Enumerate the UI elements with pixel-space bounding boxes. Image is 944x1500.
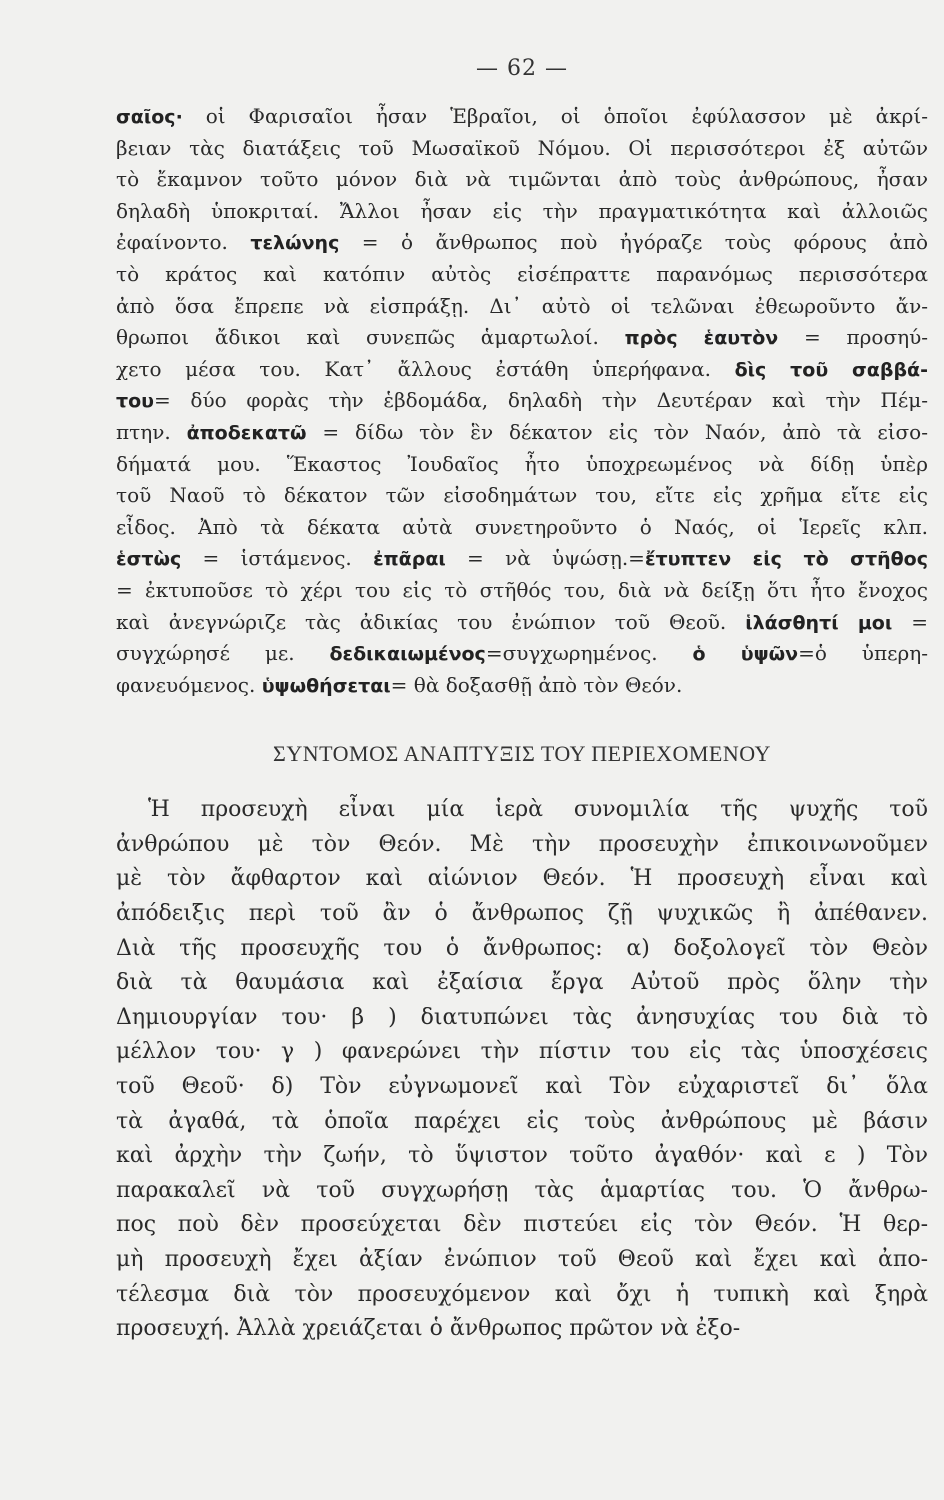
glossary-text: =συγχωρημένος. [485,641,693,666]
summary-line: τοῦ Θεοῦ· δ) Τὸν εὐγνωμονεῖ καὶ Τὸν εὐχαριστεῖ δι᾿ ὅλα [116,1074,928,1100]
glossary-term: ἐπᾶραι [373,548,446,571]
glossary-text: θρωποι ἄδικοι καὶ συνεπῶς ἁμαρτωλοί. [116,325,625,350]
glossary-term: ἔτυπτεν εἰς τὸ στῆθος [644,548,928,571]
glossary-line [116,259,928,291]
glossary-text: = προσηύ- [778,325,928,350]
summary-line: πος ποὺ δὲν προσεύχεται δὲν πιστεύει εἰς τὸν Θεόν. Ἡ θερ- [116,1212,928,1238]
glossary-line [116,196,928,228]
summary-line: τέλεσμα διὰ τὸν προσευχόμενον καὶ ὄχι ἡ τυπικὴ καὶ ξηρὰ [116,1281,928,1307]
summary-section [116,793,928,1347]
glossary-term: ὑψωθήσεται [261,674,391,697]
summary-line: μὴ προσευχὴ ἔχει ἀξίαν ἐνώπιον τοῦ Θεοῦ καὶ ἔχει καὶ ἀπο- [116,1247,928,1272]
glossary-line [116,227,928,259]
summary-line: προσευχή. Ἀλλὰ χρειάζεται ὁ ἄνθρωπος πρῶτον νὰ ἐξο- [116,1316,741,1342]
glossary-text: οἱ Φαρισαῖοι ἦσαν Ἑβραῖοι, οἱ ὁποῖοι ἐφύλασσον μὲ ἀκρί- [182,104,928,128]
glossary-text: = ὁ ἄνθρωπος ποὺ ἠγόραζε τοὺς φόρους ἀπὸ [339,230,928,255]
summary-line: μέλλον του· γ ) φανερώνει τὴν πίστιν του εἰς τὰς ὑποσχέσεις [116,1039,928,1065]
glossary-text: = δίδω τὸν ἓν δέκατον εἰς τὸν Ναόν, ἀπὸ τὰ εἰσο- [306,419,928,444]
glossary-section [116,101,928,701]
glossary-line [116,480,928,512]
summary-line: παρακαλεῖ νὰ τοῦ συγχωρήσῃ τὰς ἁμαρτίας του. Ὁ ἄνθρω- [116,1177,928,1203]
summary-line: Δημιουργίαν του· β ) διατυπώνει τὰς ἀνησυχίας του διὰ τὸ [116,1004,928,1030]
glossary-line [116,670,928,702]
section-heading: ΣΥΝΤΟΜΟΣ ΑΝΑΠΤΥΞΙΣ ΤΟΥ ΠΕΡΙΕΧΟΜΕΝΟΥ [273,741,771,767]
glossary-line [116,607,928,639]
glossary-text: εἶδος. Ἀπὸ τὰ δέκατα αὐτὰ συνετηροῦντο ὁ Ναός, οἱ Ἱερεῖς κλπ. [116,514,928,539]
glossary-text: δήματά μου. Ἕκαστος Ἰουδαῖος ἦτο ὑποχρεωμένος νὰ δίδῃ ὑπὲρ [116,451,928,476]
glossary-text: =ὁ ὑπερη- [798,641,928,666]
glossary-term: του [116,390,155,413]
glossary-text: συγχώρησέ με. [116,641,330,666]
summary-line: ἀπόδειξις περὶ τοῦ ἂν ὁ ἄνθρωπος ζῇ ψυχικῶς ἢ ἀπέθανεν. [116,901,928,927]
glossary-line [116,291,928,323]
glossary-text: καὶ ἀνεγνώριζε τὰς ἀδικίας του ἐνώπιον τοῦ Θεοῦ. [116,609,746,634]
glossary-text: = [892,609,928,634]
glossary-term: σαῖος· [116,106,183,128]
glossary-term: πρὸς ἑαυτὸν [624,327,779,350]
glossary-text: ἐφαίνοντο. [116,230,251,255]
glossary-line [116,322,928,354]
summary-line: Ἡ προσευχὴ εἶναι μία ἱερὰ συνομιλία τῆς ψυχῆς τοῦ [148,797,928,823]
glossary-text: = νὰ ὑψώσῃ.= [445,546,645,571]
glossary-line [116,543,928,575]
glossary-text: δηλαδὴ ὑποκριταί. Ἄλλοι ἦσαν εἰς τὴν πραγματικότητα καὶ ἀλλοιῶς [116,198,928,223]
glossary-line [116,449,928,481]
glossary-line [116,638,928,670]
glossary-text: τοῦ Ναοῦ τὸ δέκατον τῶν εἰσοδημάτων του, εἴτε εἰς χρῆμα εἴτε εἰς [116,483,928,508]
summary-line: Διὰ τῆς προσευχῆς του ὁ ἄνθρωπος: α) δοξολογεῖ τὸν Θεὸν [116,935,928,961]
glossary-line [116,101,928,133]
glossary-term: τελώνης [250,232,340,255]
book-page [116,56,928,1347]
glossary-term: ἑστὼς [116,548,182,571]
summary-line: διὰ τὰ θαυμάσια καὶ ἐξαίσια ἔργα Αὐτοῦ πρὸς ὅλην τὴν [116,970,928,996]
glossary-text: ἀπὸ ὅσα ἔπρεπε νὰ εἰσπράξῃ. Δι᾿ αὐτὸ οἱ τελῶναι ἐθεωροῦντο ἄν- [116,293,928,318]
summary-line: ἀνθρώπου μὲ τὸν Θεόν. Μὲ τὴν προσευχὴν ἐπικοινωνοῦμεν [116,831,928,857]
glossary-text: = ἐκτυποῦσε τὸ χέρι του εἰς τὸ στῆθός του, διὰ νὰ δείξῃ ὅτι ἦτο ἔνοχος [116,577,928,602]
glossary-line [116,164,928,196]
glossary-term: ἀποδεκατῶ [186,421,307,444]
glossary-text: = ἱστάμενος. [181,546,374,571]
glossary-line [116,354,928,386]
glossary-text: πτην. [116,419,187,444]
glossary-text: τὸ κράτος καὶ κατόπιν αὐτὸς εἰσέπραττε παρανόμως περισσότερα [116,261,928,286]
page-number: — 62 — [476,56,568,81]
glossary-line [116,575,928,607]
glossary-term: δὶς τοῦ σαββά- [734,358,928,381]
glossary-line [116,512,928,544]
glossary-text: βειαν τὰς διατάξεις τοῦ Μωσαϊκοῦ Νόμου. Οἱ περισσότεροι ἐξ αὐτῶν [116,135,928,160]
glossary-term: δεδικαιωμένος [329,643,486,666]
summary-line: τὰ ἀγαθά, τὰ ὁποῖα παρέχει εἰς τοὺς ἀνθρώπους μὲ βάσιν [116,1108,928,1134]
glossary-term: ὁ ὑψῶν [692,643,799,666]
glossary-line [116,417,928,449]
glossary-line [116,133,928,165]
glossary-text: τὸ ἔκαμνον τοῦτο μόνον διὰ νὰ τιμῶνται ἀπὸ τοὺς ἀνθρώπους, ἦσαν [116,167,928,192]
glossary-line [116,385,928,417]
glossary-text: = δύο φορὰς τὴν ἑβδομάδα, δηλαδὴ τὴν Δευτέραν καὶ τὴν Πέμ- [154,388,928,413]
summary-line: καὶ ἀρχὴν τὴν ζωήν, τὸ ὕψιστον τοῦτο ἀγαθόν· καὶ ε ) Τὸν [116,1143,928,1169]
glossary-text: φανευόμενος. [116,672,262,697]
glossary-text: = θὰ δοξασθῇ ἀπὸ τὸν Θεόν. [390,672,683,697]
summary-line: μὲ τὸν ἄφθαρτον καὶ αἰώνιον Θεόν. Ἡ προσευχὴ εἶναι καὶ [116,866,928,892]
glossary-term: ἱλάσθητί μοι [745,611,893,634]
glossary-text: χετο μέσα του. Κατ᾿ ἄλλους ἐστάθη ὑπερήφανα. [116,356,735,381]
